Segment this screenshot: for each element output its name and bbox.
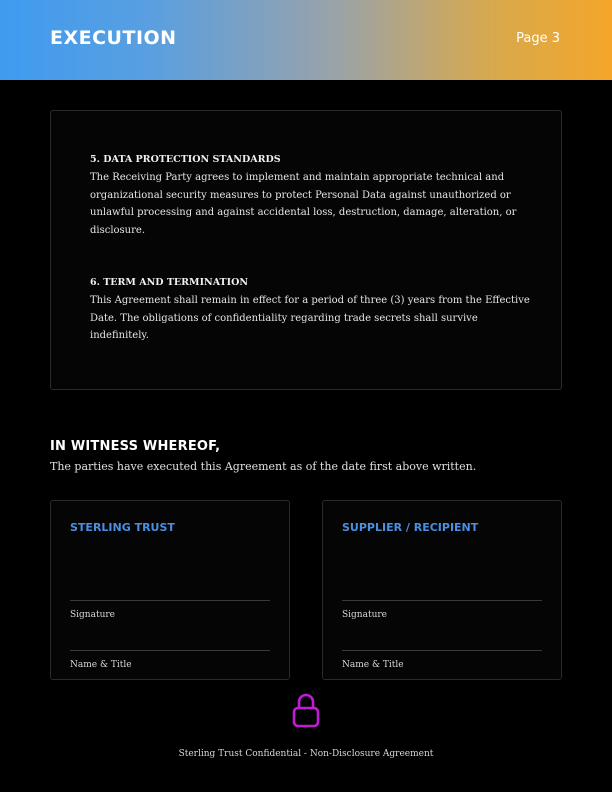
signature-block-supplier-recipient [322, 500, 562, 680]
clause-title: 6. TERM AND TERMINATION [90, 277, 249, 288]
section-title: EXECUTION [50, 27, 177, 49]
name-title-line[interactable] [342, 650, 542, 651]
footer-confidential-note: Sterling Trust Confidential - Non-Disclosure Agreement [178, 749, 434, 759]
witness-heading: IN WITNESS WHEREOF, [50, 439, 221, 454]
signature-label: Signature [70, 610, 116, 620]
signature-label: Signature [342, 610, 388, 620]
witness-statement: The parties have executed this Agreement as of the date first above written. [50, 460, 477, 473]
name-title-label: Name & Title [342, 660, 404, 670]
page-number: Page 3 [516, 31, 560, 46]
signature-line[interactable] [70, 600, 270, 601]
clause-title: 5. DATA PROTECTION STANDARDS [90, 154, 281, 165]
signature-block-sterling-trust [50, 500, 290, 680]
clause-body: This Agreement shall remain in effect for a period of three (3) years from the Effective Date. The obligations of confidentiality regarding trade secrets shall survive indefinitely. [90, 295, 530, 341]
clauses-panel [50, 110, 562, 390]
name-title-line[interactable] [70, 650, 270, 651]
clause-term-termination [90, 276, 530, 345]
page-header [0, 0, 612, 80]
signature-line[interactable] [342, 600, 542, 601]
party-name: SUPPLIER / RECIPIENT [342, 521, 479, 534]
clause-body: The Receiving Party agrees to implement and maintain appropriate technical and organizational security measures to protect Personal Data against unauthorized or unlawful processing and against accidental loss, destruction, damage, alteration, or disclosure. [90, 172, 517, 236]
lock-icon [291, 692, 321, 728]
clause-data-protection [90, 153, 530, 239]
party-name: STERLING TRUST [70, 521, 175, 534]
name-title-label: Name & Title [70, 660, 132, 670]
